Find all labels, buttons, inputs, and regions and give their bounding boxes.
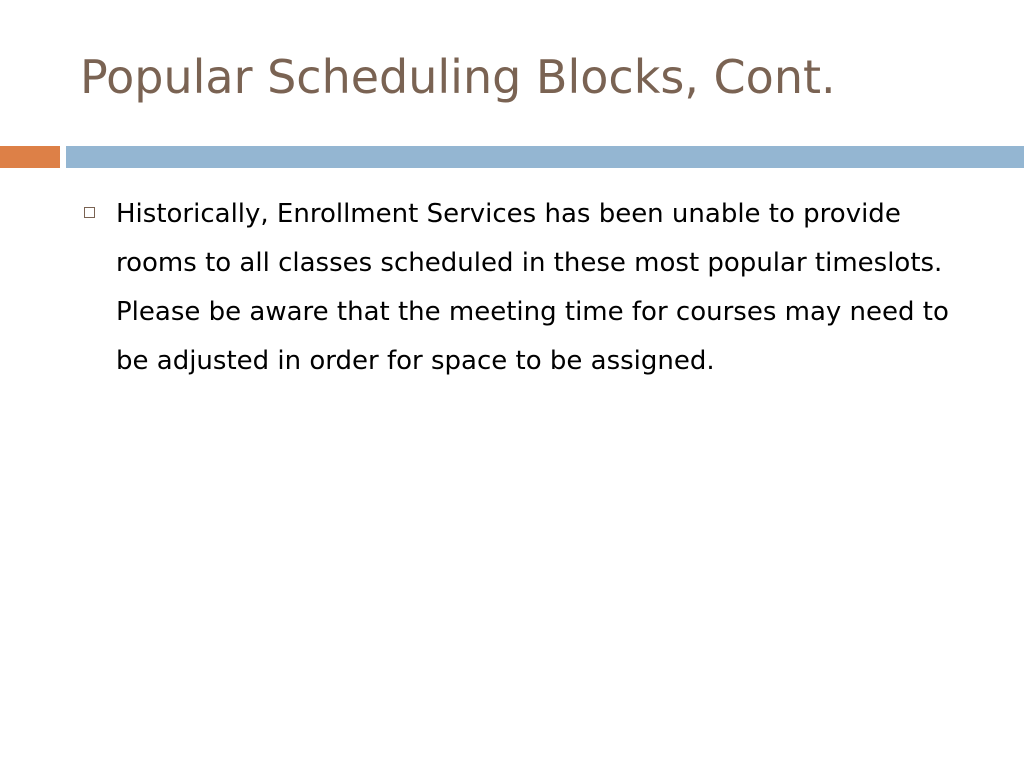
list-item xyxy=(80,190,980,386)
slide-title: Popular Scheduling Blocks, Cont. xyxy=(80,50,836,104)
accent-bar-blue xyxy=(66,146,1024,168)
bullet-text: Historically, Enrollment Services has been unable to provide rooms to all classes scheduled in these most popular timeslots. Please be aware that the meeting time for courses may need to be adjusted in order for space to be assigned. xyxy=(116,199,949,376)
hollow-square-bullet-icon xyxy=(84,207,95,218)
accent-bar-orange xyxy=(0,146,60,168)
bullet-list xyxy=(80,190,980,386)
